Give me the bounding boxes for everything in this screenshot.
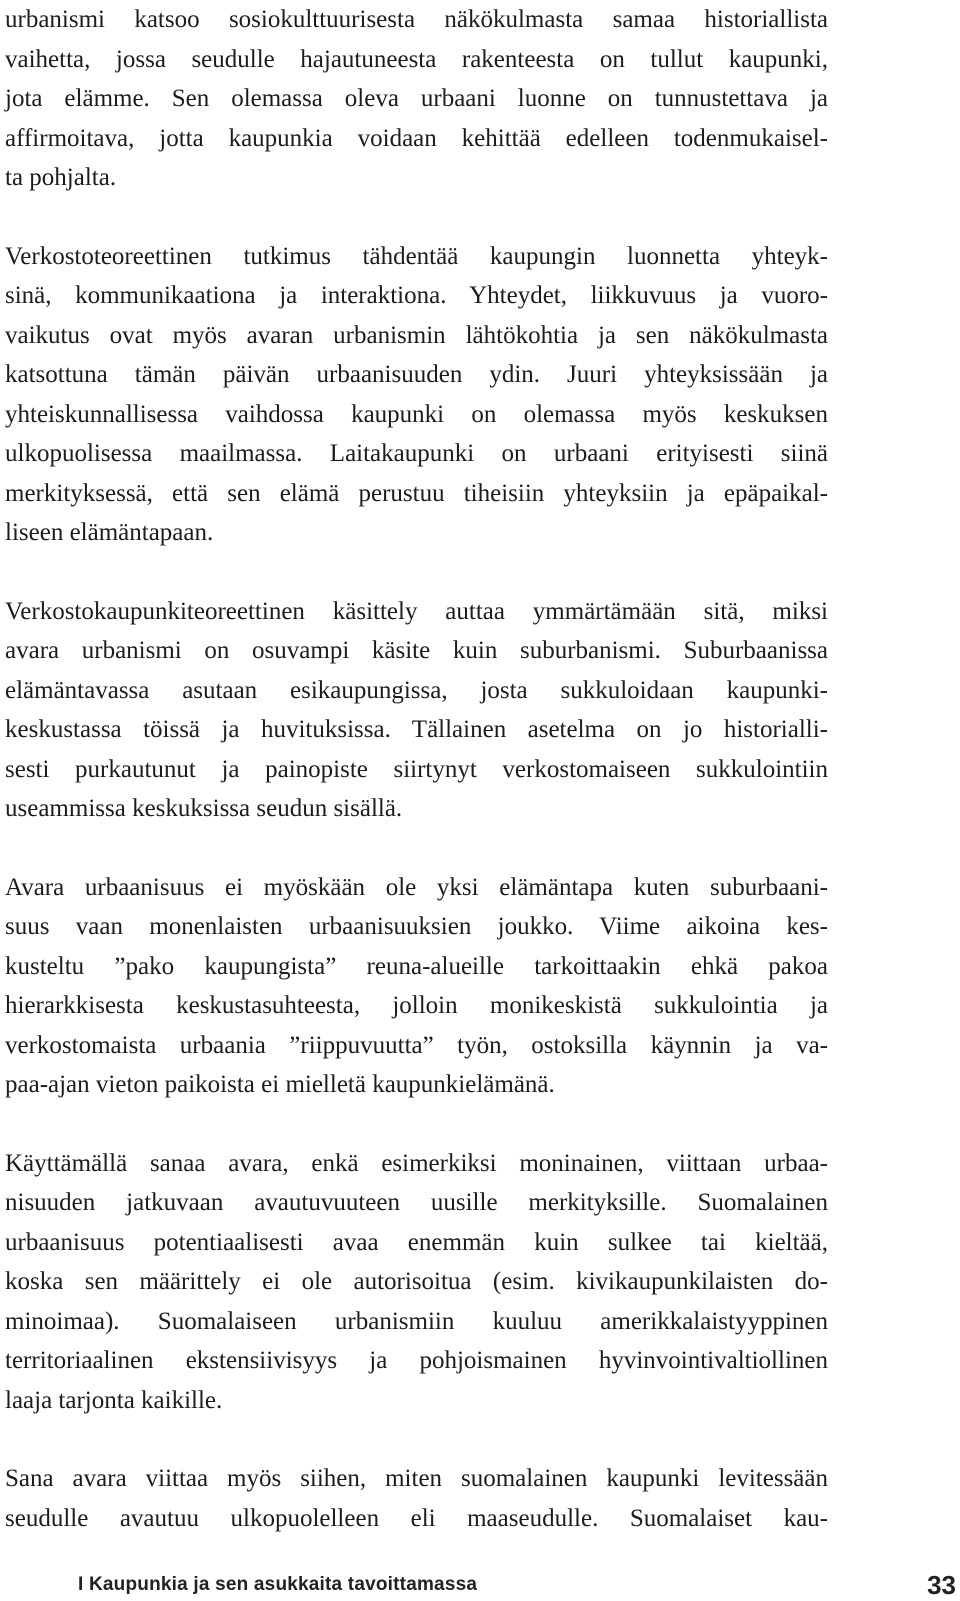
- text-line: liseen elämäntapaan.: [5, 519, 214, 546]
- text-line: Käyttämällä sanaa avara, enkä esimerkiksi moninainen, viittaan urbaa-: [5, 1149, 828, 1177]
- text-line: avara urbanismi on osuvampi käsite kuin suburbanismi. Suburbaanissa: [5, 637, 828, 664]
- text-line: jota elämme. Sen olemassa oleva urbaani luonne on tunnustettava ja: [5, 85, 828, 112]
- text-line: merkityksessä, että sen elämä perustuu tiheisiin yhteyksiin ja epäpaikal-: [5, 479, 828, 507]
- text-line: paa-ajan vieton paikoista ei mielletä kaupunkielämänä.: [5, 1071, 555, 1098]
- text-line: sinä, kommunikaationa ja interaktiona. Yhteydet, liikkuvuus ja vuoro-: [5, 282, 828, 309]
- paragraph: [5, 868, 828, 1105]
- text-line: ta pohjalta.: [5, 164, 117, 191]
- text-line: katsottuna tämän päivän urbaanisuuden ydin. Juuri yhteyksissään ja: [5, 361, 828, 388]
- text-line: nisuuden jatkuvaan avautuvuuteen uusille merkityksille. Suomalainen: [5, 1189, 828, 1216]
- paragraph-gap: [5, 1105, 828, 1144]
- text-line: urbanismi katsoo sosiokulttuurisesta näkökulmasta samaa historiallista: [5, 6, 828, 33]
- paragraph: [5, 1144, 828, 1421]
- text-line: urbaanisuus potentiaalisesti avaa enemmän kuin sulkee tai kieltää,: [5, 1228, 828, 1256]
- text-line: vaihetta, jossa seudulle hajautuneesta rakenteesta on tullut kaupunki,: [5, 45, 828, 73]
- paragraph: [5, 592, 828, 829]
- paragraph: [5, 1459, 828, 1538]
- text-line: yhteiskunnallisessa vaihdossa kaupunki on olemassa myös keskuksen: [5, 400, 828, 428]
- text-line: keskustassa töissä ja huvituksissa. Tällainen asetelma on jo historialli-: [5, 716, 828, 743]
- text-line: koska sen määrittely ei ole autorisoitua (esim. kivikaupunkilaisten do-: [5, 1268, 828, 1295]
- text-line: seudulle avautuu ulkopuolelleen eli maaseudulle. Suomalaiset kau-: [5, 1504, 828, 1532]
- text-line: hierarkkisesta keskustasuhteesta, jolloin monikeskistä sukkulointia ja: [5, 992, 828, 1019]
- page-number: 33: [927, 1570, 956, 1600]
- paragraph-gap: [5, 1420, 828, 1459]
- page-footer: [78, 1570, 960, 1600]
- text-line: kusteltu ”pako kaupungista” reuna-alueille tarkoittaakin ehkä pakoa: [5, 952, 828, 980]
- paragraph-gap: [5, 829, 828, 868]
- text-line: useammissa keskuksissa seudun sisällä.: [5, 795, 403, 822]
- paragraph: [5, 0, 828, 198]
- text-line: suus vaan monenlaisten urbaanisuuksien joukko. Viime aikoina kes-: [5, 913, 828, 940]
- text-line: verkostomaista urbaania ”riippuvuutta” työn, ostoksilla käynnin ja va-: [5, 1031, 828, 1059]
- paragraph-gap: [5, 553, 828, 592]
- running-footer-section-title: I Kaupunkia ja sen asukkaita tavoittamassa: [78, 1574, 478, 1595]
- text-line: Verkostoteoreettinen tutkimus tähdentää kaupungin luonnetta yhteyk-: [5, 242, 828, 270]
- page-body: [5, 0, 828, 1538]
- text-line: minoimaa). Suomalaiseen urbanismiin kuuluu amerikkalaistyyppinen: [5, 1307, 828, 1335]
- paragraph: [5, 237, 828, 553]
- text-line: elämäntavassa asutaan esikaupungissa, josta sukkuloidaan kaupunki-: [5, 676, 828, 704]
- text-line: Avara urbaanisuus ei myöskään ole yksi elämäntapa kuten suburbaani-: [5, 873, 828, 901]
- text-line: affirmoitava, jotta kaupunkia voidaan kehittää edelleen todenmukaisel-: [5, 124, 828, 152]
- text-line: vaikutus ovat myös avaran urbanismin lähtökohtia ja sen näkökulmasta: [5, 321, 828, 349]
- text-line: laaja tarjonta kaikille.: [5, 1386, 223, 1414]
- paragraph-gap: [5, 198, 828, 237]
- text-line: ulkopuolisessa maailmassa. Laitakaupunki on urbaani erityisesti siinä: [5, 440, 828, 467]
- text-line: Sana avara viittaa myös siihen, miten suomalainen kaupunki levitessään: [5, 1465, 828, 1492]
- text-line: Verkostokaupunkiteoreettinen käsittely auttaa ymmärtämään sitä, miksi: [5, 597, 828, 625]
- text-line: sesti purkautunut ja painopiste siirtynyt verkostomaiseen sukkulointiin: [5, 755, 828, 783]
- text-line: territoriaalinen ekstensiivisyys ja pohjoismainen hyvinvointivaltiollinen: [5, 1347, 828, 1374]
